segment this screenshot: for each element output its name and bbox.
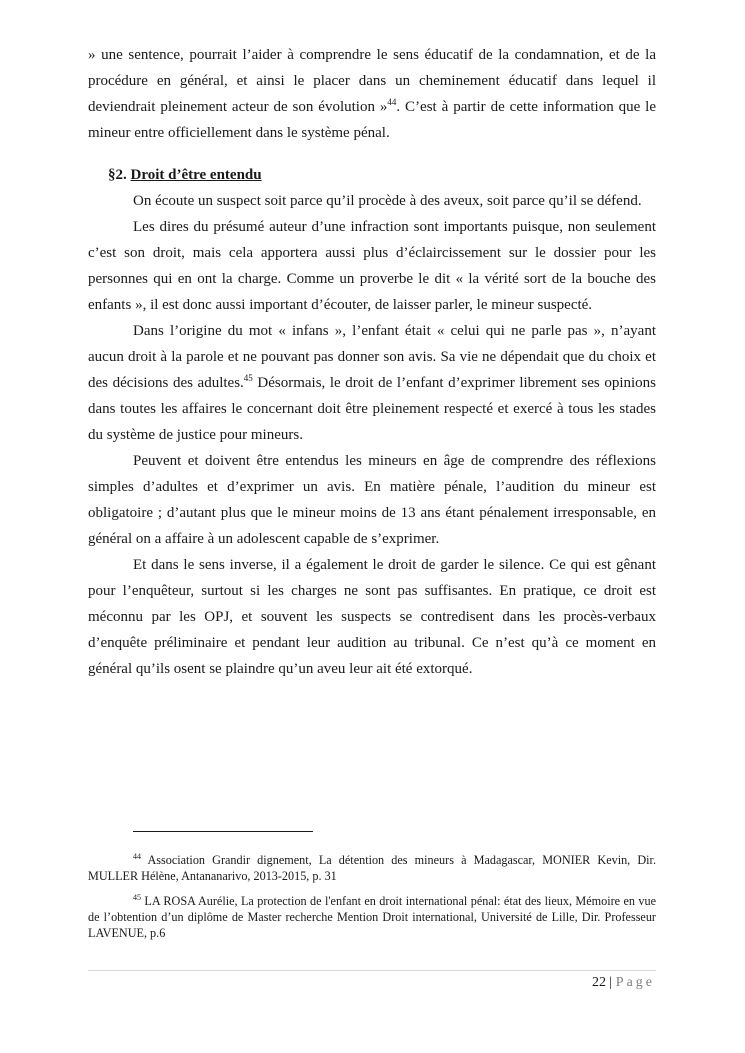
footnote-ref-44[interactable]: 44 [387,97,397,107]
footnote-44: $^{44}$ Association Grandir dignement, La détention des mineurs à Madagascar, MONIER Kevin, Dir. MULLER Hélène, Antananarivo, 2013-2015, p. 31 [88,852,656,883]
section-number: §2. [108,167,127,183]
footnote-separator [133,831,313,832]
section-title: Droit d’être entendu [130,167,262,183]
footer-separator: | [608,975,612,990]
paragraph-4: Peuvent et doivent être entendus les mineurs en âge de comprendre des réflexions simples d’adultes et d’exprimer un avis. En matière pénale, l’audition du mineur est obligatoire ; d’autant plus que le mineur moins de 13 ans étant pénalement irresponsable, en général on a affaire à un adolescent capable de s’exprimer. [88,453,656,547]
footnote-number: 45 [133,893,141,902]
paragraph-1: On écoute un suspect soit parce qu’il procède à des aveux, soit parce qu’il se défend. [133,193,642,209]
paragraph-3: Dans l’origine du mot « infans », l’enfant était « celui qui ne parle pas », n’ayant aucun droit à la parole et ne pouvant pas donner son avis. Sa vie ne dépendait que du choix et des décisions des adultes.$^{45}$ Désormais, le droit de l’enfant d’exprimer librement ses opinions dans toutes les affaires le concernant doit être pleinement respecté et exercé à tous les stades du système de justice pour mineurs. [88,323,656,443]
footnote-ref-45[interactable]: 45 [243,373,253,383]
page-footer [592,974,655,992]
page-label: Page [615,975,655,990]
paragraph-5: Et dans le sens inverse, il a également le droit de garder le silence. Ce qui est gênant pour l’enquêteur, surtout si les charges ne sont pas suffisantes. En pratique, ce droit est méconnu par les OPJ, et souvent les suspects se contredisent dans les procès-verbaux d’enquête préliminaire et pendant leur audition au tribunal. Ce n’est qu’à ce moment en général qu’ils osent se plaindre qu’un aveu leur ait été extorqué. [88,557,656,677]
footnote-45: $^{45}$ LA ROSA Aurélie, La protection de l'enfant en droit international pénal: état des lieux, Mémoire en vue de l’obtention d’un diplôme de Master recherche Mention Droit international, Université de Lille, Dir. Professeur LAVENUE, p.6 [88,893,656,940]
section-heading [108,162,656,188]
footnote-number: 44 [133,852,141,861]
footnotes [88,852,656,950]
footer-divider [88,970,656,971]
paragraph-2: Les dires du présumé auteur d’une infraction sont importants puisque, non seulement c’est son droit, mais cela apportera aussi plus d’éclaircissement sur le dossier pour les personnes qui en ont la charge. Comme un proverbe le dit « la vérité sort de la bouche des enfants », il est donc aussi important d’écouter, de laisser parler, le mineur suspecté. [88,219,656,313]
paragraph-continuation: » une sentence, pourrait l’aider à comprendre le sens éducatif de la condamnation, et de la procédure en général, et ainsi le placer dans un cheminement éducatif dans lequel il deviendrait pleinement acteur de son évolution »$^{44}$. C’est à partir de cette information que le mineur entre officiellement dans le système pénal. [88,47,657,141]
page-number: 22 [591,975,606,990]
page-body [88,42,656,682]
